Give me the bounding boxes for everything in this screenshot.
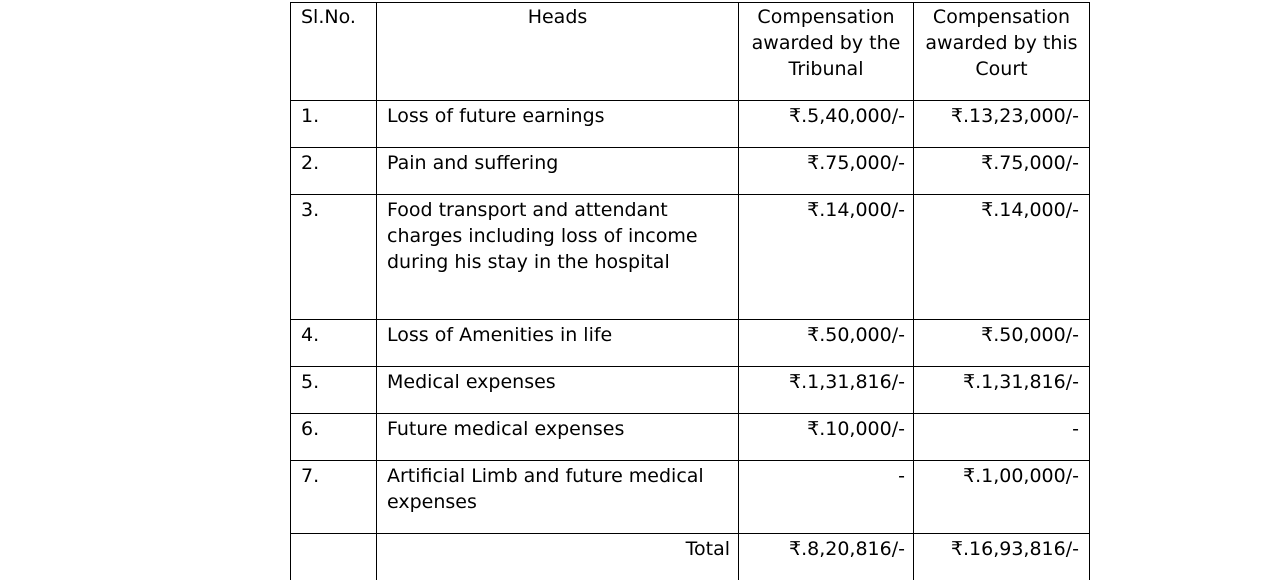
table-row: [291, 414, 1090, 461]
row-sl-no: 2.: [291, 148, 377, 195]
table-row: [291, 367, 1090, 414]
row-sl-no: 4.: [291, 320, 377, 367]
table-row: [291, 461, 1090, 534]
row-head: Pain and suffering: [377, 148, 739, 195]
row-tribunal-amount: ₹.14,000/-: [739, 195, 914, 320]
table-row: [291, 195, 1090, 320]
row-head: Future medical expenses: [377, 414, 739, 461]
row-tribunal-amount: ₹.1,31,816/-: [739, 367, 914, 414]
row-sl-no: 6.: [291, 414, 377, 461]
table-row: [291, 320, 1090, 367]
row-head: Food transport and attendant charges including loss of income during his stay in the hospital: [377, 195, 739, 320]
total-tribunal-amount: ₹.8,20,816/-: [739, 534, 914, 580]
row-court-amount: -: [914, 414, 1090, 461]
row-tribunal-amount: -: [739, 461, 914, 534]
row-court-amount: ₹.50,000/-: [914, 320, 1090, 367]
header-tribunal: Compensation awarded by the Tribunal: [739, 3, 914, 101]
table-body: [291, 101, 1090, 580]
row-head: Medical expenses: [377, 367, 739, 414]
row-tribunal-amount: ₹.50,000/-: [739, 320, 914, 367]
row-court-amount: ₹.1,31,816/-: [914, 367, 1090, 414]
row-tribunal-amount: ₹.5,40,000/-: [739, 101, 914, 148]
row-head: Loss of Amenities in life: [377, 320, 739, 367]
header-heads: Heads: [377, 3, 739, 101]
row-court-amount: ₹.75,000/-: [914, 148, 1090, 195]
row-tribunal-amount: ₹.75,000/-: [739, 148, 914, 195]
row-sl-no: 5.: [291, 367, 377, 414]
total-row: [291, 534, 1090, 580]
row-tribunal-amount: ₹.10,000/-: [739, 414, 914, 461]
table-header: [291, 3, 1090, 101]
row-head: Artificial Limb and future medical expenses: [377, 461, 739, 534]
header-sl-no: Sl.No.: [291, 3, 377, 101]
total-label: Total: [377, 534, 739, 580]
row-sl-no: 1.: [291, 101, 377, 148]
table-row: [291, 148, 1090, 195]
row-sl-no: 7.: [291, 461, 377, 534]
row-court-amount: ₹.13,23,000/-: [914, 101, 1090, 148]
compensation-table: [290, 2, 1090, 580]
table-row: [291, 101, 1090, 148]
row-court-amount: ₹.14,000/-: [914, 195, 1090, 320]
header-court: Compensation awarded by this Court: [914, 3, 1090, 101]
total-court-amount: ₹.16,93,816/-: [914, 534, 1090, 580]
total-sl-empty: [291, 534, 377, 580]
row-head: Loss of future earnings: [377, 101, 739, 148]
header-row: [291, 3, 1090, 101]
row-court-amount: ₹.1,00,000/-: [914, 461, 1090, 534]
row-sl-no: 3.: [291, 195, 377, 320]
